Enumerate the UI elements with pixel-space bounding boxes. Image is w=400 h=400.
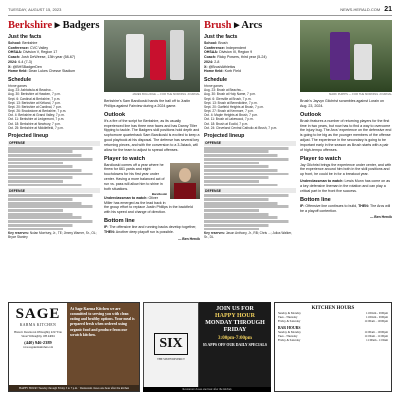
photo-caption-text: Brush's Jayvyn Gilchrist scrambles against Lorain on Aug. 23, 2024. bbox=[300, 99, 384, 108]
fact-row: School: Berkshire bbox=[8, 41, 38, 46]
player-watch-text: Jay Gilchrist brings the experience under center, and with the experience around him both in the skill positions and up front, he could be in for a breakout year. bbox=[300, 162, 392, 177]
schedule-item: Sept. 20: Berkshire at Cardinal, 7 p.m. bbox=[8, 104, 63, 109]
six-logo: SIX bbox=[154, 333, 187, 355]
kitchen-hours-title: KITCHEN HOURS bbox=[311, 306, 355, 311]
fact-row: X: @BHSBadgerDen bbox=[8, 64, 42, 69]
offense-lines bbox=[8, 147, 100, 187]
schedule-item: Oct. 4: Berkshire at Grand Valley, 7 p.m. bbox=[8, 113, 65, 118]
six-daily-specials: $5 APPS OFF OUR DAILY SPECIALS bbox=[202, 342, 268, 347]
fact-row: Conference: CVC Valley bbox=[8, 45, 49, 50]
defense-header: DEFENSE bbox=[8, 188, 100, 193]
outlook-title: Outlook bbox=[300, 111, 322, 118]
brush-story-column bbox=[300, 20, 392, 219]
offense-header: OFFENSE bbox=[204, 141, 296, 146]
schedule-item: Sept. 27: Brush at Kenmore, 7 p.m. bbox=[204, 109, 254, 114]
byline: — Ben Hercik bbox=[369, 215, 392, 220]
hours-row: Sunday & Monday 11:00am - 10:00pm bbox=[278, 329, 388, 334]
berkshire-story-column bbox=[104, 20, 200, 241]
schedule-item: Aug. 23: Brush at Beachw... bbox=[204, 88, 244, 93]
six-happy-hour: JOIN US FOR HAPPY HOUR MONDAY THROUGH FRIDAY 3:00pm-7:00pm $5 APPS OFF OUR DAILY SPECIALS bbox=[202, 306, 268, 347]
lineup-title: Projected lineup bbox=[204, 132, 245, 139]
player-watch-text: Barcikoski comes off a year where he threw for 661 yards and eight touchdowns for his first year under center. Having a more balanced act of run vs. pass will allow him to shine in both situations. bbox=[104, 162, 165, 191]
fact-row: Coach: Josh DeWeese, 13th year (58-67) bbox=[8, 55, 76, 60]
schedule-title: Schedule bbox=[8, 77, 32, 84]
issue-date: TUESDAY, AUGUST 15, 2023 bbox=[8, 7, 62, 12]
fact-row: 2024: 2-8 bbox=[204, 59, 220, 64]
schedule-item: Oct. 18: Brush at Euclid, 7 p.m. bbox=[204, 121, 249, 126]
schedule-item: Oct. 18: Berkshire at Newbury, 7 p.m. bbox=[8, 121, 61, 126]
schedule-item: Aug. 30: Berkshire at Hawken, 7 p.m. bbox=[8, 92, 61, 97]
schedule-item: Oct. 24: Cleveland Central Catholic at Brush, 7 p.m. bbox=[204, 125, 278, 130]
schedule-item: Sept. 13: Brush at Benedictine, 7 p.m. bbox=[204, 100, 258, 105]
schedule-item: Sept. 13: Berkshire at Kirtland, 7 p.m. bbox=[8, 100, 61, 105]
photo-caption-text: Berkshire's Sam Barcikoski hands the ball off to Justin Phillips against Fairview during a 2024 game. bbox=[104, 99, 191, 108]
defense-header: DEFENSE bbox=[204, 188, 296, 193]
outlook-text: It's a fire of the script for Berkshire, as its usually experienced line has three new faces and has Danny Tiller flipping to tackle. The Badgers skill positions hold depth and sophomore quarterback Sam Barcikoski is excited to keep a good playbook at his disposal. The defense has several key returning pieces, and with the conversion to a 3-3stack, will allow for the team to adjust to spread offenses. bbox=[104, 118, 200, 152]
schedule-item: Sept. 6: Glenville at Brush, 7 p.m. bbox=[204, 96, 252, 101]
key-reserves: Key reserves: Nolan Morrisey, Jr., TE; Jimmy Warner, Sr., OL; Bryce Stanley bbox=[8, 231, 97, 240]
fact-row: Conference: Independent bbox=[204, 45, 246, 50]
bottom-line-title: Bottom line bbox=[104, 218, 135, 225]
schedule-item: Oct. 11: Brush at Lakewood, 7 p.m. bbox=[204, 117, 254, 122]
byline: — Ben Hercik bbox=[177, 236, 200, 241]
sage-logo: SAGE bbox=[15, 306, 61, 322]
schedule-note: Home games bbox=[8, 84, 27, 89]
schedule-item: Aug. 23: Ashtabula at Beachw... bbox=[8, 88, 54, 93]
schedule-list bbox=[8, 88, 100, 130]
schedule-item: Oct. 4: Maple Heights at Brush, 7 p.m. bbox=[204, 113, 259, 118]
facts-list bbox=[8, 41, 100, 74]
fact-row: Home field: Dean Lukes Chesse Stadium bbox=[8, 69, 76, 74]
headshot-name: Barcikoski bbox=[151, 191, 167, 196]
schedule-list bbox=[204, 88, 296, 130]
six-logo-panel bbox=[143, 302, 199, 392]
hours-row: Friday & Saturday 11:00am - 1:00am bbox=[278, 337, 388, 342]
brush-facts-column bbox=[204, 20, 296, 240]
bottom-line-title: Bottom line bbox=[300, 196, 331, 203]
schedule-item: Sept. 26: Brookstone at Berkshire, 7 p.m. bbox=[8, 109, 67, 114]
underclassman: Underclassman to watch: Lewis Munn has come on as a key defensive lineman in the rotation and can play a critical part in the front five success. bbox=[300, 179, 391, 193]
page-number: 21 bbox=[384, 6, 392, 13]
offense-lines bbox=[204, 147, 296, 187]
site-name: NEWS-HERALD.COM bbox=[340, 7, 381, 12]
fact-row: Coach: Ricky Powers, third year (5-24) bbox=[204, 55, 267, 60]
brush-game-photo bbox=[300, 20, 392, 92]
six-logo-subtitle: THE SIXTH DISTRICT bbox=[157, 357, 185, 361]
bottom-line-if: IF: Offensive line continues to build, THEN: The Arcs will be a playoff contention. bbox=[300, 203, 391, 213]
facts-title: Just the facts bbox=[8, 34, 42, 41]
sage-happy-hour: HAPPY HOUR! Tuesday through Friday 3 to 7 p.m. · Restaurant closes one hour after the kitchen bbox=[9, 385, 139, 391]
sage-tag: KARMA KITCHEN bbox=[19, 323, 57, 327]
fact-row: 2024: 6-4 (7-3) bbox=[8, 59, 32, 64]
player-headshot bbox=[170, 163, 200, 199]
page-header bbox=[8, 6, 392, 16]
berkshire-headline: Berkshire ▸ Badgers bbox=[8, 20, 100, 31]
sage-website[interactable]: www.sagekarmakitchen.com bbox=[23, 346, 53, 350]
underclassman: Underclassman to watch: Oliver Miller has emerged as the lead back in the group effort to replace Justin Phillips in the backfield with his speed and change of direction. bbox=[104, 195, 193, 215]
bar-hours-list bbox=[278, 330, 388, 343]
facts-title: Just the facts bbox=[204, 34, 238, 41]
sixth-district-ad[interactable] bbox=[143, 302, 271, 392]
lineup-title: Projected lineup bbox=[8, 132, 49, 139]
sage-brand bbox=[9, 303, 67, 385]
headline-vs-icon: ▸ bbox=[54, 20, 63, 31]
offense-header: OFFENSE bbox=[8, 141, 100, 146]
fact-row: School: Brush bbox=[204, 41, 228, 46]
sage-karma-kitchen-ad[interactable] bbox=[8, 302, 140, 392]
key-reserves: Key reserves: Jason Anthony, Jr., RB; Chris ...; Julius Walker, Sr., DL bbox=[204, 231, 292, 240]
hours-row: Sunday & Monday 11:00am - 9:00pm bbox=[278, 311, 388, 315]
fact-row: OHSAA: Division V, Region 17 bbox=[8, 50, 58, 55]
brush-headline: Brush ▸ Arcs bbox=[204, 20, 263, 31]
hours-row: Tues - Thursday 11:00am - 9:00pm bbox=[278, 315, 388, 320]
kitchen-hours-list bbox=[278, 311, 388, 324]
headline-vs-icon: ▸ bbox=[234, 20, 242, 31]
hours-row: Friday & Saturday 11:00am - 10:00pm bbox=[278, 319, 388, 324]
sage-phone: (440) 946-2389 bbox=[24, 340, 52, 346]
six-footer: Restaurant closes one hour after the kitchen bbox=[143, 387, 271, 392]
schedule-item: Aug. 30: Brush at Holy Name, 7 p.m. bbox=[204, 92, 256, 97]
schedule-title: Schedule bbox=[204, 77, 228, 84]
outlook-text: Brush features a number of returning players for the first time in two years, but now has to find a way to overcome the injury bug. The Arcs' experience on the defensive end is going to be big as the younger members of the offense adjust. The experience in the secondary is going to be important early in the season as Brush starts with a pair of high-tempo offenses. bbox=[300, 118, 392, 152]
facts-list bbox=[204, 41, 296, 74]
schedule-item: Oct. 25: Berkshire at Middlefield, 7 p.m. bbox=[8, 125, 64, 130]
bottom-line-if: IF: The offensive line and running backs develop together, THEN: Another deep playoff run is possible. bbox=[104, 225, 197, 234]
kitchen-hours-ad bbox=[274, 302, 392, 392]
schedule-note: Home games bbox=[204, 84, 223, 89]
fact-row: Home field: Korb Field bbox=[204, 69, 241, 74]
berkshire-game-photo bbox=[104, 20, 200, 92]
hours-row: Tues - Thursday 11:00am - 11:00pm bbox=[278, 333, 388, 338]
schedule-item: Sept. 20: Garfield Heights at Brush, 7 p.m. bbox=[204, 104, 264, 109]
bar-hours-title: BAR HOURS bbox=[278, 325, 301, 330]
player-watch-title: Player to watch bbox=[300, 155, 342, 162]
fact-row: X: @BrushAthletics bbox=[204, 64, 236, 69]
player-watch-title: Player to watch bbox=[104, 155, 146, 162]
photo-credit: JAMES BOLLIDGE — FOR THE MORNING JOURNAL bbox=[132, 93, 200, 96]
berkshire-facts-column bbox=[8, 20, 100, 240]
outlook-title: Outlook bbox=[104, 111, 126, 118]
sage-mission: At Sage Karma Kitchen we are committed to serving you with clean eating and healthy options. Your meal is prepared fresh when ordered using organic food and produce from our scratch kitchen. bbox=[67, 303, 139, 385]
defense-lines bbox=[8, 194, 100, 230]
defense-lines bbox=[204, 194, 296, 230]
schedule-item: Sept. 6: Cardinal at Berkshire, 7 p.m. bbox=[8, 96, 61, 101]
six-hh-time: 3:00pm-7:00pm bbox=[218, 335, 252, 341]
schedule-item: Oct. 11: Berkshire at Ledgemont, 7 p.m. bbox=[8, 117, 65, 122]
fact-row: OHSAA: Division III, Region 9 bbox=[204, 50, 253, 55]
advertisements bbox=[8, 302, 392, 392]
sage-address: Historic Downtown Willoughby 4197 Erie Street Willoughby, OH 44094 bbox=[14, 331, 62, 338]
photo-credit: MARK PHIPPS — FOR THE MORNING JOURNAL bbox=[329, 93, 392, 96]
